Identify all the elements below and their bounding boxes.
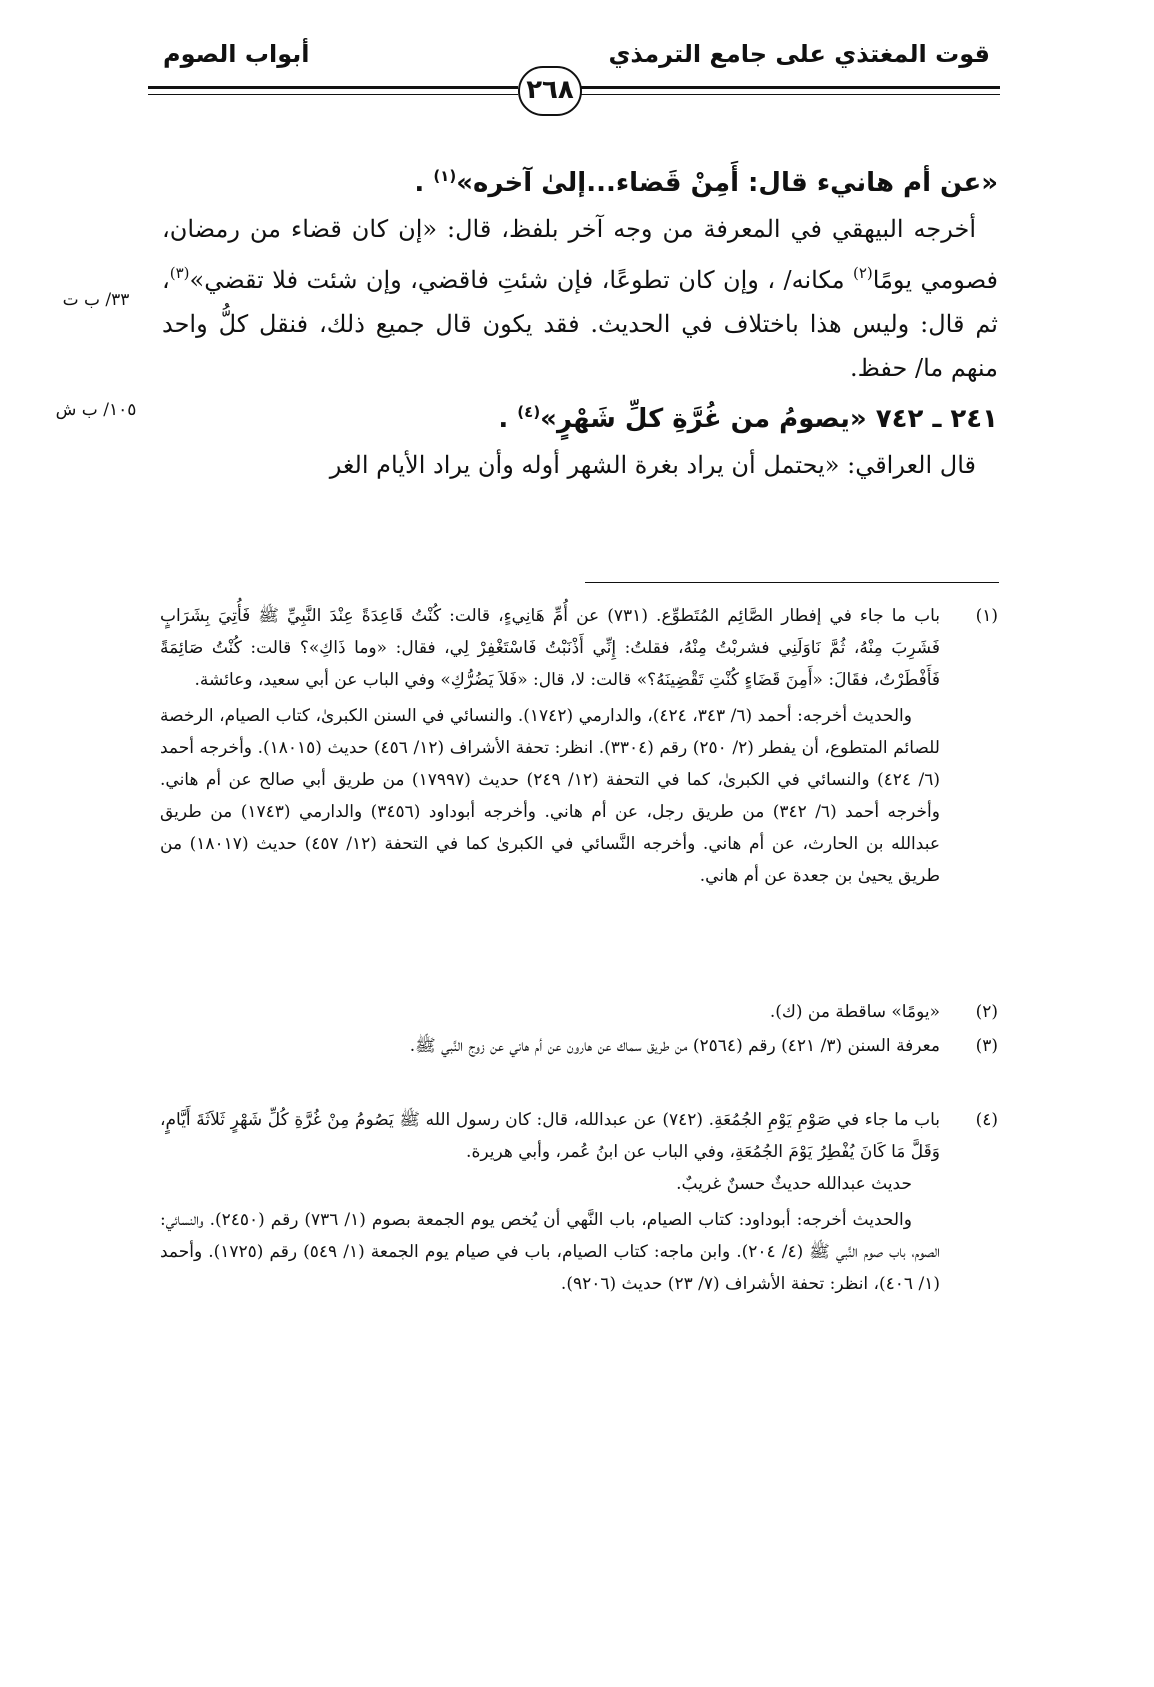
footnote-number: (٢) — [975, 1002, 998, 1022]
header-rule-right-thick — [580, 86, 1000, 89]
para-text: ، ثم قال: وليس هذا باختلاف في الحديث. فقد يكون قال جميع ذلك، فنقل كلُّ واحد منهم ما/ حفظ. — [162, 266, 998, 382]
footnote-body: معرفة السنن (٣/ ٤٢١) رقم (٢٥٦٤) من طريق سماك عن هارون عن أم هاني عن زوج النَّبي ﷺ. — [409, 1036, 940, 1056]
header-rule-right-thin — [580, 94, 1000, 95]
footnote-ref: (٣) — [169, 264, 190, 282]
footnote-number: (٤) — [975, 1110, 998, 1130]
footnote-body: «يومًا» ساقطة من (ك). — [769, 1002, 940, 1022]
footnote-2 — [160, 996, 998, 1028]
header-rule-left-thin — [148, 94, 518, 95]
heading-text: ٢٤١ ـ ٧٤٢ «يصومُ من غُرَّةِ كلِّ شَهْرٍ» — [540, 404, 998, 434]
margin-note: ١٠٥/ ب ش — [55, 400, 137, 420]
margin-note: ٣٣/ ب ت — [62, 290, 130, 310]
footnote-number: (٣) — [975, 1036, 998, 1056]
chapter-title: أبواب الصوم — [163, 40, 310, 68]
footnote-ref: (٤) — [517, 403, 541, 421]
footnote-separator — [585, 582, 999, 583]
main-text — [162, 154, 998, 487]
para-text: مكانه/ ، وإن كان تطوعًا، فإن شئتِ فاقضي، وإن شئت فلا تقضي» — [189, 266, 853, 294]
para-text: أخرجه البيهقي في المعرفة من وجه آخر بلفظ، قال: «إن كان قضاء من رمضان، فصومي يومًا — [162, 215, 998, 294]
footnote-ref: (١) — [433, 167, 457, 185]
paragraph-iraqi: قال العراقي: «يحتمل أن يراد بغرة الشهر أوله وأن يراد الأيام الغر — [329, 451, 976, 479]
footnote-continuation: والحديث أخرجه: أبوداود: كتاب الصيام، باب النَّهي أن يُخص يوم الجمعة بصوم (١/ ٧٣٦) رقم (٢٤٥٠). والنسائي: الصوم، باب صوم النَّبي ﷺ (٤/ ٢٠٤). وابن ماجه: كتاب الصيام، باب في صيام يوم الجمعة (١/ ٥٤٩) رقم (١٧٢٥). وأحمد (١/ ٤٠٦)، انظر: تحفة الأشراف (٧/ ٢٣) حديث (٩٢٠٦). — [160, 1210, 940, 1294]
footnote-number: (١) — [975, 606, 998, 626]
page-number: ٢٦٨ — [518, 66, 582, 116]
footnote-body: باب ما جاء في إفطار الصَّائِم المُتَطوِّع. (٧٣١) عن أُمِّ هَانِيءٍ، قالت: كُنْتُ قَاعِدَةً عِنْدَ النَّبِيِّ ﷺ فَأُتِيَ بِشَرَابٍ فَشَرِبَ مِنْهُ، ثُمَّ نَاوَلَنِي فشربْتُ مِنْهُ، فقلتُ: إِنِّي أَذْنَبْتُ فَاسْتَغْفِرْ لِي، فقال: «وما ذَاكِ»؟ قالت: كُنْتُ صَائِمَةً فَأَفْطَرْتُ، فقَالَ: «أَمِنَ قَضَاءٍ كُنْتِ تَقْضِينَهُ؟» قالت: لا، قال: «فَلاَ يَضُرُّكِ» وفي الباب عن أبي سعيد، وعائشة. — [160, 606, 940, 690]
footnote-continuation: والحديث أخرجه: أحمد (٦/ ٣٤٣، ٤٢٤)، والدارمي (١٧٤٢). والنسائي في السنن الكبرىٰ، كتاب الصيام، الرخصة للصائم المتطوع، أن يفطر (٢/ ٢٥٠) رقم (٣٣٠٤). انظر: تحفة الأشراف (١٢/ ٤٥٦) حديث (١٨٠١٥). وأخرجه أحمد (٦/ ٤٢٤) والنسائي في الكبرىٰ، كما في التحفة (١٢/ ٢٤٩) حديث (١٧٩٩٧) من طريق أبي صالح عن أم هاني. وأخرجه أحمد (٦/ ٣٤٢) من طريق رجل، عن أم هاني. وأخرجه أبوداود (٣٤٥٦) والدارمي (١٧٤٣) من طريق عبدالله بن الحارث، عن أم هاني. وأخرجه النَّسائي في الكبرىٰ كما في التحفة (١٢/ ٤٥٧) حديث (١٨٠١٧) من طريق يحيىٰ بن جعدة عن أم هاني. — [160, 706, 941, 886]
header-rule-left-thick — [148, 86, 518, 89]
footnote-1 — [160, 600, 998, 892]
footnote-3 — [160, 1030, 998, 1062]
paragraph-bayhaqi — [162, 207, 998, 390]
heading-text: «عن أم هانيء قال: أَمِنْ قَضاء...إلىٰ آخره» — [456, 168, 998, 198]
footnote-body: باب ما جاء في صَوْمِ يَوْمِ الجُمُعَةِ. (٧٤٢) عن عبدالله، قال: كان رسول الله ﷺ يَصُومُ مِنْ غُرَّةِ كُلِّ شَهْرٍ ثَلاَثَةَ أَيَّامٍ، وَقَلَّ مَا كَانَ يُفْطِرُ يَوْمَ الجُمُعَةِ، وفي الباب عن ابنُ عُمر، وأبي هريرة. — [160, 1110, 940, 1162]
heading-hadith-731: «عن أم هانيء قال: أَمِنْ قَضاء...إلىٰ آخره»$^{(١)}$ . — [414, 167, 998, 198]
book-title: قوت المغتذي على جامع الترمذي — [608, 40, 990, 68]
footnote-4 — [160, 1104, 998, 1300]
heading-hadith-742: ٢٤١ ـ ٧٤٢ «يصومُ من غُرَّةِ كلِّ شَهْرٍ»$^{(٤)}$ . — [498, 403, 998, 434]
footnote-ref: (٢) — [852, 264, 873, 282]
footnote-continuation: حديث عبدالله حديثٌ حسنٌ غريبٌ. — [676, 1174, 912, 1194]
